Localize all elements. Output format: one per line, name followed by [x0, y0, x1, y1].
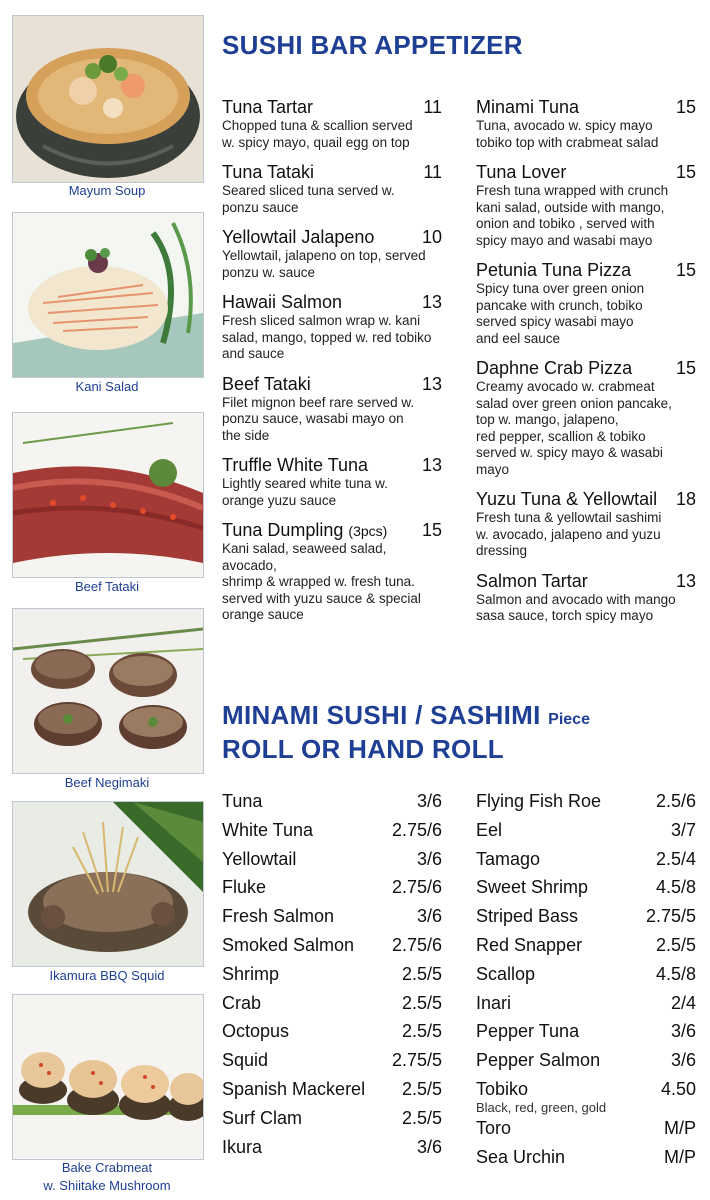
ikamura-bbq-squid-photo	[12, 801, 204, 967]
bake-crabmeat-photo	[12, 994, 204, 1160]
sushi-item-name: Shrimp	[222, 963, 280, 984]
sushi-item-note: Black, red, green, gold	[476, 1099, 607, 1115]
menu-item-header	[476, 358, 696, 379]
sushi-item-name: Surf Clam	[222, 1107, 303, 1128]
sushi-left-column	[222, 791, 442, 1165]
description-line: salad over green onion pancake,	[476, 395, 672, 411]
description-line: Lightly seared white tuna w.	[222, 476, 388, 491]
menu-item-price: 13	[421, 292, 442, 312]
menu-item	[476, 162, 696, 249]
menu-item-description	[222, 313, 442, 363]
menu-item-name: Petunia Tuna Pizza	[476, 260, 632, 280]
sushi-item-name: Scallop	[476, 963, 536, 984]
description-line: top w. mango, jalapeno,	[476, 412, 619, 427]
menu-item-header	[476, 260, 696, 281]
sushi-item-price: 2/4	[670, 992, 696, 1013]
sushi-right-column	[476, 791, 696, 1175]
description-line: served spicy wasabi mayo	[476, 314, 634, 329]
description-line: Chopped tuna & scallion served	[222, 118, 413, 133]
sushi-item	[222, 1050, 442, 1079]
sushi-item-price: 2.75/6	[391, 934, 442, 955]
menu-item-header	[476, 489, 696, 510]
menu-item-header	[222, 97, 442, 118]
description-line: w. avocado, jalapeno and yuzu	[476, 526, 661, 542]
sushi-item-price: 2.5/5	[401, 1078, 442, 1099]
sushi-item-name: Tuna	[222, 791, 263, 811]
menu-item-header	[476, 571, 696, 592]
sushi-item	[222, 849, 442, 878]
menu-item-header	[222, 162, 442, 183]
menu-item-name: Yellowtail Jalapeno	[222, 227, 375, 247]
ikamura-bbq-squid-caption: Ikamura BBQ Squid	[49, 968, 165, 983]
sushi-item-price: 3/7	[670, 819, 696, 840]
sushi-item-price: 4.5/8	[655, 963, 696, 984]
menu-item-name: Daphne Crab Pizza	[476, 358, 633, 378]
menu-item-price: 15	[675, 358, 696, 378]
menu-item-description	[222, 118, 442, 151]
menu-item-name: Yuzu Tuna & Yellowtail	[476, 489, 658, 509]
description-line: ponzu w. sauce	[222, 264, 316, 280]
description-line: Fresh tuna & yellowtail sashimi	[476, 510, 662, 525]
sushi-item-price: 3/6	[416, 906, 442, 927]
sushi-item	[476, 964, 696, 993]
menu-item	[222, 162, 442, 216]
sushi-item	[476, 935, 696, 964]
description-line: ponzu sauce	[222, 199, 299, 215]
description-line: orange yuzu sauce	[222, 492, 337, 508]
description-line: mayo	[476, 461, 510, 477]
menu-item	[476, 489, 696, 560]
sushi-item	[476, 906, 696, 935]
menu-item-description	[476, 118, 696, 151]
menu-item-header	[222, 520, 442, 541]
menu-item-price: 13	[421, 373, 442, 394]
mayum-soup-photo	[12, 15, 204, 183]
menu-item-price: 13	[675, 570, 696, 591]
sushi-item-price: 2.75/6	[391, 877, 442, 898]
menu-item-name: Minami Tuna	[476, 97, 580, 117]
menu-item-price: 15	[421, 520, 442, 540]
kani-salad-caption: Kani Salad	[75, 379, 139, 394]
menu-item	[222, 292, 442, 363]
menu-item-description	[222, 476, 442, 509]
sushi-item-price: 2.5/5	[655, 934, 696, 955]
sushi-item-name: Flying Fish Roe	[476, 791, 602, 811]
description-line: Fresh sliced salmon wrap w. kani	[222, 313, 421, 328]
piece-label: Piece	[548, 711, 590, 728]
menu-item-price: 18	[675, 489, 696, 509]
sushi-item	[476, 877, 696, 906]
bake-crabmeat-caption-line2: w. Shiitake Mushroom	[43, 1178, 171, 1193]
menu-item	[222, 374, 442, 445]
menu-item-price: 15	[675, 260, 696, 280]
sushi-item-price: 2.75/5	[645, 906, 696, 927]
bake-crabmeat-caption: Bake Crabmeat	[61, 1160, 153, 1175]
description-line: Filet mignon beef rare served w.	[222, 394, 415, 410]
beef-negimaki-photo	[12, 608, 204, 774]
sushi-item	[222, 1137, 442, 1166]
beef-tataki-photo	[12, 412, 204, 578]
sushi-item	[476, 1118, 696, 1147]
beef-negimaki-caption: Beef Negimaki	[64, 775, 150, 790]
sushi-item	[476, 993, 696, 1022]
sushi-item-price: 2.5/5	[401, 963, 442, 984]
menu-item-header	[222, 292, 442, 313]
menu-item-name: Hawaii Salmon	[222, 292, 343, 312]
sushi-item-name: Sweet Shrimp	[476, 877, 589, 898]
description-line: spicy mayo and wasabi mayo	[476, 232, 653, 248]
description-line: Seared sliced tuna served w.	[222, 183, 395, 198]
sushi-item	[222, 1021, 442, 1050]
description-line: and eel sauce	[476, 330, 561, 346]
description-line: w. spicy mayo, quail egg on top	[222, 134, 410, 150]
sushi-item	[222, 906, 442, 935]
menu-item-name: Truffle White Tuna	[222, 455, 369, 475]
sushi-item-price: 2.5/5	[401, 1107, 442, 1128]
description-line: dressing	[476, 543, 528, 558]
sushi-item	[222, 964, 442, 993]
menu-item-description	[476, 183, 696, 249]
sushi-item-price: 2.5/5	[401, 1021, 442, 1042]
sushi-item-name: Spanish Mackerel	[222, 1078, 366, 1099]
sushi-item-price: 3/6	[416, 791, 442, 811]
description-line: shrimp & wrapped w. fresh tuna.	[222, 574, 415, 589]
description-line: and sauce	[222, 346, 285, 361]
sushi-item-name: Crab	[222, 992, 262, 1013]
menu-item-description	[222, 395, 442, 445]
menu-item-header	[476, 97, 696, 118]
sushi-item	[476, 791, 696, 820]
menu-item	[222, 455, 442, 509]
menu-item	[222, 520, 442, 624]
description-line: pancake with crunch, tobiko	[476, 297, 643, 313]
description-line: tobiko top with crabmeat salad	[476, 134, 659, 150]
description-line: Tuna, avocado w. spicy mayo	[476, 118, 653, 133]
menu-item-name: Tuna Tataki	[222, 162, 315, 182]
menu-item	[476, 571, 696, 625]
kani-salad-photo	[12, 212, 204, 378]
sushi-item-price: 2.5/5	[401, 992, 442, 1013]
sushi-item	[476, 849, 696, 878]
description-line: Salmon and avocado with mango	[476, 591, 676, 607]
sushi-bar-appetizer-heading: SUSHI BAR APPETIZER	[222, 30, 523, 60]
description-line: the side	[222, 427, 270, 443]
sushi-item-price: 3/6	[670, 1021, 696, 1042]
menu-item-header	[222, 455, 442, 476]
sushi-item-name: Red Snapper	[476, 934, 583, 955]
sushi-item-name: Toro	[476, 1117, 512, 1138]
menu-item-description	[476, 379, 696, 478]
menu-item	[476, 260, 696, 347]
description-line: served w. spicy mayo & wasabi	[476, 445, 663, 460]
sushi-item-price: M/P	[663, 1117, 696, 1138]
menu-item-price: 13	[421, 455, 442, 475]
minami-sushi-sashimi-heading	[222, 700, 590, 731]
description-line: Spicy tuna over green onion	[476, 281, 645, 296]
description-line: served with yuzu sauce & special	[222, 590, 421, 606]
sushi-item-name: Pepper Tuna	[476, 1021, 580, 1042]
sushi-item-name: Squid	[222, 1050, 269, 1071]
appetizer-left-column	[222, 97, 442, 635]
description-line: Creamy avocado w. crabmeat	[476, 379, 655, 394]
menu-item	[222, 97, 442, 151]
sushi-item-name: Striped Bass	[476, 906, 579, 927]
description-line: red pepper, scallion & tobiko	[476, 428, 646, 444]
sushi-item	[476, 1021, 696, 1050]
sushi-item-price: 4.50	[660, 1078, 696, 1099]
menu-item-header	[222, 227, 442, 248]
description-line: kani salad, outside with mango,	[476, 199, 665, 215]
menu-item-description	[222, 248, 442, 281]
mayum-soup-caption: Mayum Soup	[68, 183, 146, 198]
sushi-item-name: Pepper Salmon	[476, 1050, 601, 1071]
sushi-item-price: 2.75/5	[391, 1050, 442, 1071]
sushi-item	[222, 877, 442, 906]
sushi-item	[476, 820, 696, 849]
sushi-item-name: Yellowtail	[222, 848, 297, 869]
sushi-item	[476, 1147, 696, 1176]
menu-item-description	[476, 281, 696, 347]
menu-item-description	[476, 510, 696, 560]
sushi-item-name: Sea Urchin	[476, 1146, 566, 1167]
sushi-item-name: Eel	[476, 819, 503, 840]
description-line: salad, mango, topped w. red tobiko	[222, 329, 432, 345]
menu-item-price: 11	[423, 162, 442, 182]
sushi-item	[476, 1050, 696, 1079]
beef-tataki-caption: Beef Tataki	[74, 579, 140, 594]
sushi-item	[222, 791, 442, 820]
sushi-item	[222, 993, 442, 1022]
sushi-item-price: 2.5/6	[655, 791, 696, 811]
menu-item	[476, 97, 696, 151]
sushi-item-name: Octopus	[222, 1021, 290, 1042]
sushi-item	[222, 935, 442, 964]
sushi-sashimi-title: MINAMI SUSHI / SASHIMI	[222, 700, 541, 730]
description-line: Yellowtail, jalapeno on top, served	[222, 248, 426, 263]
menu-item-header	[222, 374, 442, 395]
menu-item-name: Tuna Dumpling (3pcs)	[222, 520, 388, 540]
sushi-item	[222, 1108, 442, 1137]
photo-column	[0, 0, 210, 1200]
sushi-item	[222, 1079, 442, 1108]
sushi-item-price: 2.5/4	[655, 848, 696, 869]
sushi-item-price: 3/6	[416, 1136, 442, 1157]
menu-item-price: 10	[421, 227, 442, 247]
sushi-item	[222, 820, 442, 849]
menu-item-name: Beef Tataki	[222, 373, 311, 394]
sushi-item-name: Tamago	[476, 848, 541, 869]
sushi-item-name: Fluke	[222, 877, 267, 898]
menu-item-header	[476, 162, 696, 183]
description-line: sasa sauce, torch spicy mayo	[476, 608, 654, 623]
sushi-item-name: Smoked Salmon	[222, 934, 355, 955]
menu-item-name: Tuna Tartar	[222, 97, 314, 117]
appetizer-right-column	[476, 97, 696, 636]
menu-item-quantity: (3pcs)	[348, 523, 388, 539]
sushi-item-name: Inari	[476, 992, 512, 1013]
menu-item-description	[222, 183, 442, 216]
sushi-item-price: 3/6	[670, 1050, 696, 1071]
description-line: onion and tobiko , served with	[476, 216, 655, 231]
sushi-item-name: Ikura	[222, 1136, 263, 1157]
menu-item	[222, 227, 442, 281]
sushi-item-name: White Tuna	[222, 819, 314, 840]
menu-item-description	[476, 592, 696, 625]
sushi-item-name: Fresh Salmon	[222, 906, 335, 927]
menu-item-name: Salmon Tartar	[476, 570, 588, 591]
menu-item-price: 15	[675, 162, 696, 182]
sushi-item-name: Tobiko	[476, 1078, 529, 1099]
description-line: orange sauce	[222, 607, 304, 622]
sushi-item-price: M/P	[663, 1146, 696, 1167]
menu-item-price: 15	[675, 97, 696, 117]
description-line: ponzu sauce, wasabi mayo on	[222, 411, 404, 426]
sushi-item-price: 3/6	[416, 848, 442, 869]
sushi-item-price: 2.75/6	[391, 819, 442, 840]
menu-item-name: Tuna Lover	[476, 162, 567, 182]
menu-item-price: 11	[423, 97, 442, 117]
menu-item-description	[222, 541, 442, 624]
roll-or-hand-roll-heading: ROLL OR HAND ROLL	[222, 734, 504, 764]
menu-item	[476, 358, 696, 478]
sushi-item-price: 4.5/8	[655, 877, 696, 898]
description-line: Kani salad, seaweed salad, avocado,	[222, 541, 387, 573]
description-line: Fresh tuna wrapped with crunch	[476, 183, 669, 198]
